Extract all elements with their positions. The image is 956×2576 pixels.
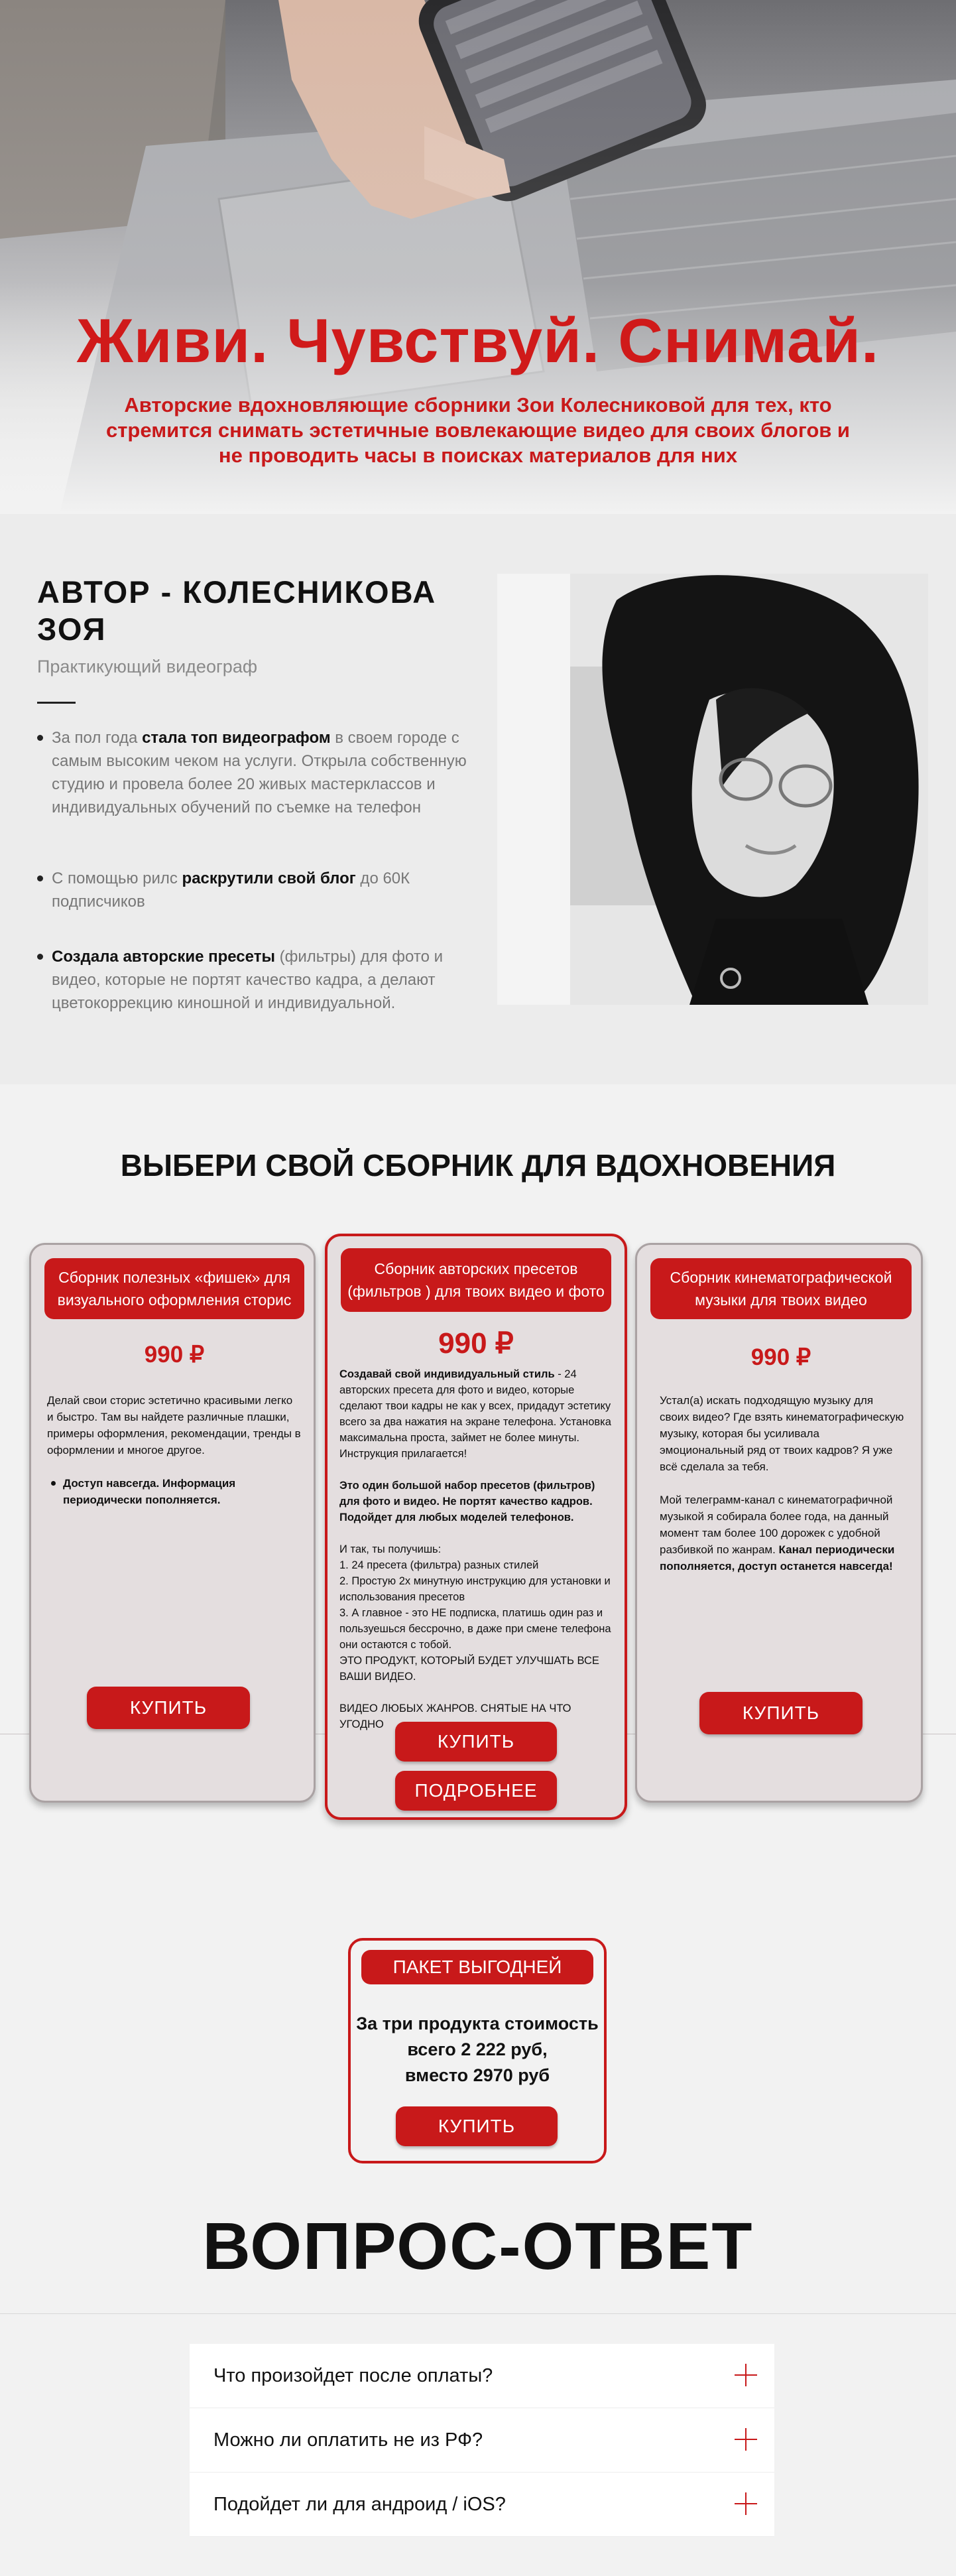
- card-description: [47, 1392, 302, 1508]
- card-text: 3. А главное - это НЕ подписка, платишь один раз и пользуешься бессрочно, в даже при смене телефона они остаются с тобой.: [339, 1607, 611, 1651]
- hero-title: Живи. Чувствуй. Снимай.: [76, 306, 880, 375]
- buy-button[interactable]: КУПИТЬ: [87, 1687, 250, 1729]
- buy-button[interactable]: КУПИТЬ: [699, 1692, 863, 1734]
- bundle-line: всего 2 222 руб,: [407, 2039, 548, 2059]
- card-text: [660, 1492, 905, 1575]
- bullet-text-post: в своем городе с самым высоким чеком на услуги. Открыла собственную студию и провела более 20 живых мастерклассов и индивидуальных обучений по съемке на телефон: [52, 729, 467, 816]
- card-bullet-text: Доступ навсегда. Информация периодически пополняется.: [63, 1477, 236, 1506]
- buy-button[interactable]: КУПИТЬ: [395, 1722, 557, 1762]
- card-text: Делай свои сторис эстетично красивыми легко и быстро. Там вы найдете различные плашки, примеры оформления, рекомендации, тренды в оформлении и многое другое.: [47, 1394, 301, 1456]
- card-text: ВИДЕО ЛЮБЫХ ЖАНРОВ. СНЯТЫЕ НА ЧТО УГОДНО: [339, 1703, 571, 1730]
- bundle-line: вместо 2970 руб: [404, 2065, 550, 2085]
- author-heading: АВТОР - КОЛЕСНИКОВА ЗОЯ: [37, 574, 437, 647]
- card-text: ЭТО ПРОДУКТ, КОТОРЫЙ БУДЕТ УЛУЧШАТЬ ВСЕ ВАШИ ВИДЕО.: [339, 1655, 599, 1683]
- bundle-badge: ПАКЕТ ВЫГОДНЕЙ: [361, 1950, 593, 1984]
- card-badge: Сборник авторских пресетов (фильтров ) для твоих видео и фото: [341, 1248, 611, 1312]
- card-text: [339, 1478, 618, 1525]
- faq-item[interactable]: [190, 2473, 774, 2537]
- bullet-text-bold: Создала авторские пресеты: [52, 948, 275, 966]
- faq-item[interactable]: [190, 2344, 774, 2408]
- hero-subtitle: Авторские вдохновляющие сборники Зои Колесниковой для тех, кто стремится снимать эстетичные вовлекающие видео для своих блогов и не проводить часы в поисках материалов для них: [106, 393, 850, 467]
- card-text-regular: - 24 авторских пресета для фото и видео, которые сделают твои кадры не как у всех, придадут эстетику всего за два нажатия на экране телефона. Установка максимальна проста, займет не более минуты. Инструкция прилагается!: [339, 1368, 611, 1460]
- card-price: 990 ₽: [144, 1342, 205, 1368]
- card-bullet: [47, 1475, 302, 1508]
- card-price: 990 ₽: [438, 1327, 514, 1360]
- pricing-card-music: [635, 1243, 923, 1803]
- faq-question: Что произойдет после оплаты?: [213, 2365, 493, 2386]
- plus-icon[interactable]: [735, 2492, 757, 2515]
- bullet-text-pre: С помощью рилс: [52, 869, 182, 887]
- card-description: [660, 1392, 905, 1591]
- bundle-line: За три продукта стоимость: [356, 2014, 599, 2033]
- card-text-bold: Создавай свой индивидуальный стиль: [339, 1368, 555, 1380]
- list-item: [37, 945, 475, 1015]
- card-price: 990 ₽: [750, 1344, 811, 1370]
- card-text: И так, ты получишь:: [339, 1543, 442, 1555]
- card-text-regular: Мой телеграмм-канал с кинематографичной музыкой я собирала более года, на данный момент там более 100 дорожек с удобной разбивкой по жанрам.: [660, 1494, 893, 1556]
- pricing-card-presets: [325, 1234, 627, 1820]
- pricing-card-stories: [29, 1243, 316, 1803]
- author-portrait: [497, 574, 928, 1005]
- bullet-text-bold: стала топ видеографом: [142, 729, 331, 747]
- card-text: [339, 1366, 618, 1462]
- bundle-buy-button[interactable]: КУПИТЬ: [396, 2106, 558, 2146]
- card-text: 2. Простую 2х минутную инструкцию для установки и использования пресетов: [339, 1575, 611, 1603]
- list-item: [37, 726, 475, 819]
- bundle-offer-card: [348, 1938, 607, 2163]
- card-text-bold: Канал периодически пополняется, доступ останется навсегда!: [660, 1543, 895, 1573]
- divider: [37, 702, 76, 704]
- card-badge: Сборник кинематографической музыки для твоих видео: [650, 1258, 912, 1319]
- bullet-dot: [51, 1481, 56, 1486]
- card-text-bold: Это один большой набор пресетов (фильтров) для фото и видео. Не портят качество кадров. Подойдет для любых моделей телефонов.: [339, 1480, 595, 1523]
- portrait-image: [497, 574, 928, 1005]
- bullet-text-bold: раскрутили свой блог: [182, 869, 356, 887]
- list-item: [37, 867, 475, 913]
- pricing-title: ВЫБЕРИ СВОЙ СБОРНИК ДЛЯ ВДОХНОВЕНИЯ: [120, 1148, 836, 1183]
- hero-section: [0, 0, 956, 514]
- faq-title: ВОПРОС-ОТВЕТ: [202, 2209, 754, 2284]
- divider: [0, 2313, 956, 2314]
- card-description: [339, 1366, 618, 1732]
- plus-icon[interactable]: [735, 2428, 757, 2451]
- bundle-text: [351, 2011, 604, 2089]
- bullet-text-post: до 60К подписчиков: [52, 869, 410, 911]
- bullet-text-post: (фильтры) для фото и видео, которые не портят качество кадра, а делают цветокоррекцию киношной и индивидуальной.: [52, 948, 444, 1012]
- author-section: [0, 514, 956, 1084]
- author-role: Практикующий видеограф: [37, 657, 258, 676]
- card-badge: Сборник полезных «фишек» для визуального оформления сторис: [44, 1258, 304, 1319]
- plus-icon[interactable]: [735, 2364, 757, 2386]
- faq-item[interactable]: [190, 2408, 774, 2473]
- card-text: 1. 24 пресета (фильтра) разных стилей: [339, 1559, 539, 1571]
- bullet-text-pre: За пол года: [52, 729, 143, 747]
- faq-question: Подойдет ли для андроид / iOS?: [213, 2494, 506, 2515]
- details-button[interactable]: ПОДРОБНЕЕ: [395, 1771, 557, 1811]
- faq-question: Можно ли оплатить не из РФ?: [213, 2429, 483, 2451]
- card-text: Устал(а) искать подходящую музыку для своих видео? Где взять кинематографическую музыку, которая бы усиливала эмоциональный ряд от твоих кадров? Я уже всё сделала за тебя.: [660, 1394, 904, 1473]
